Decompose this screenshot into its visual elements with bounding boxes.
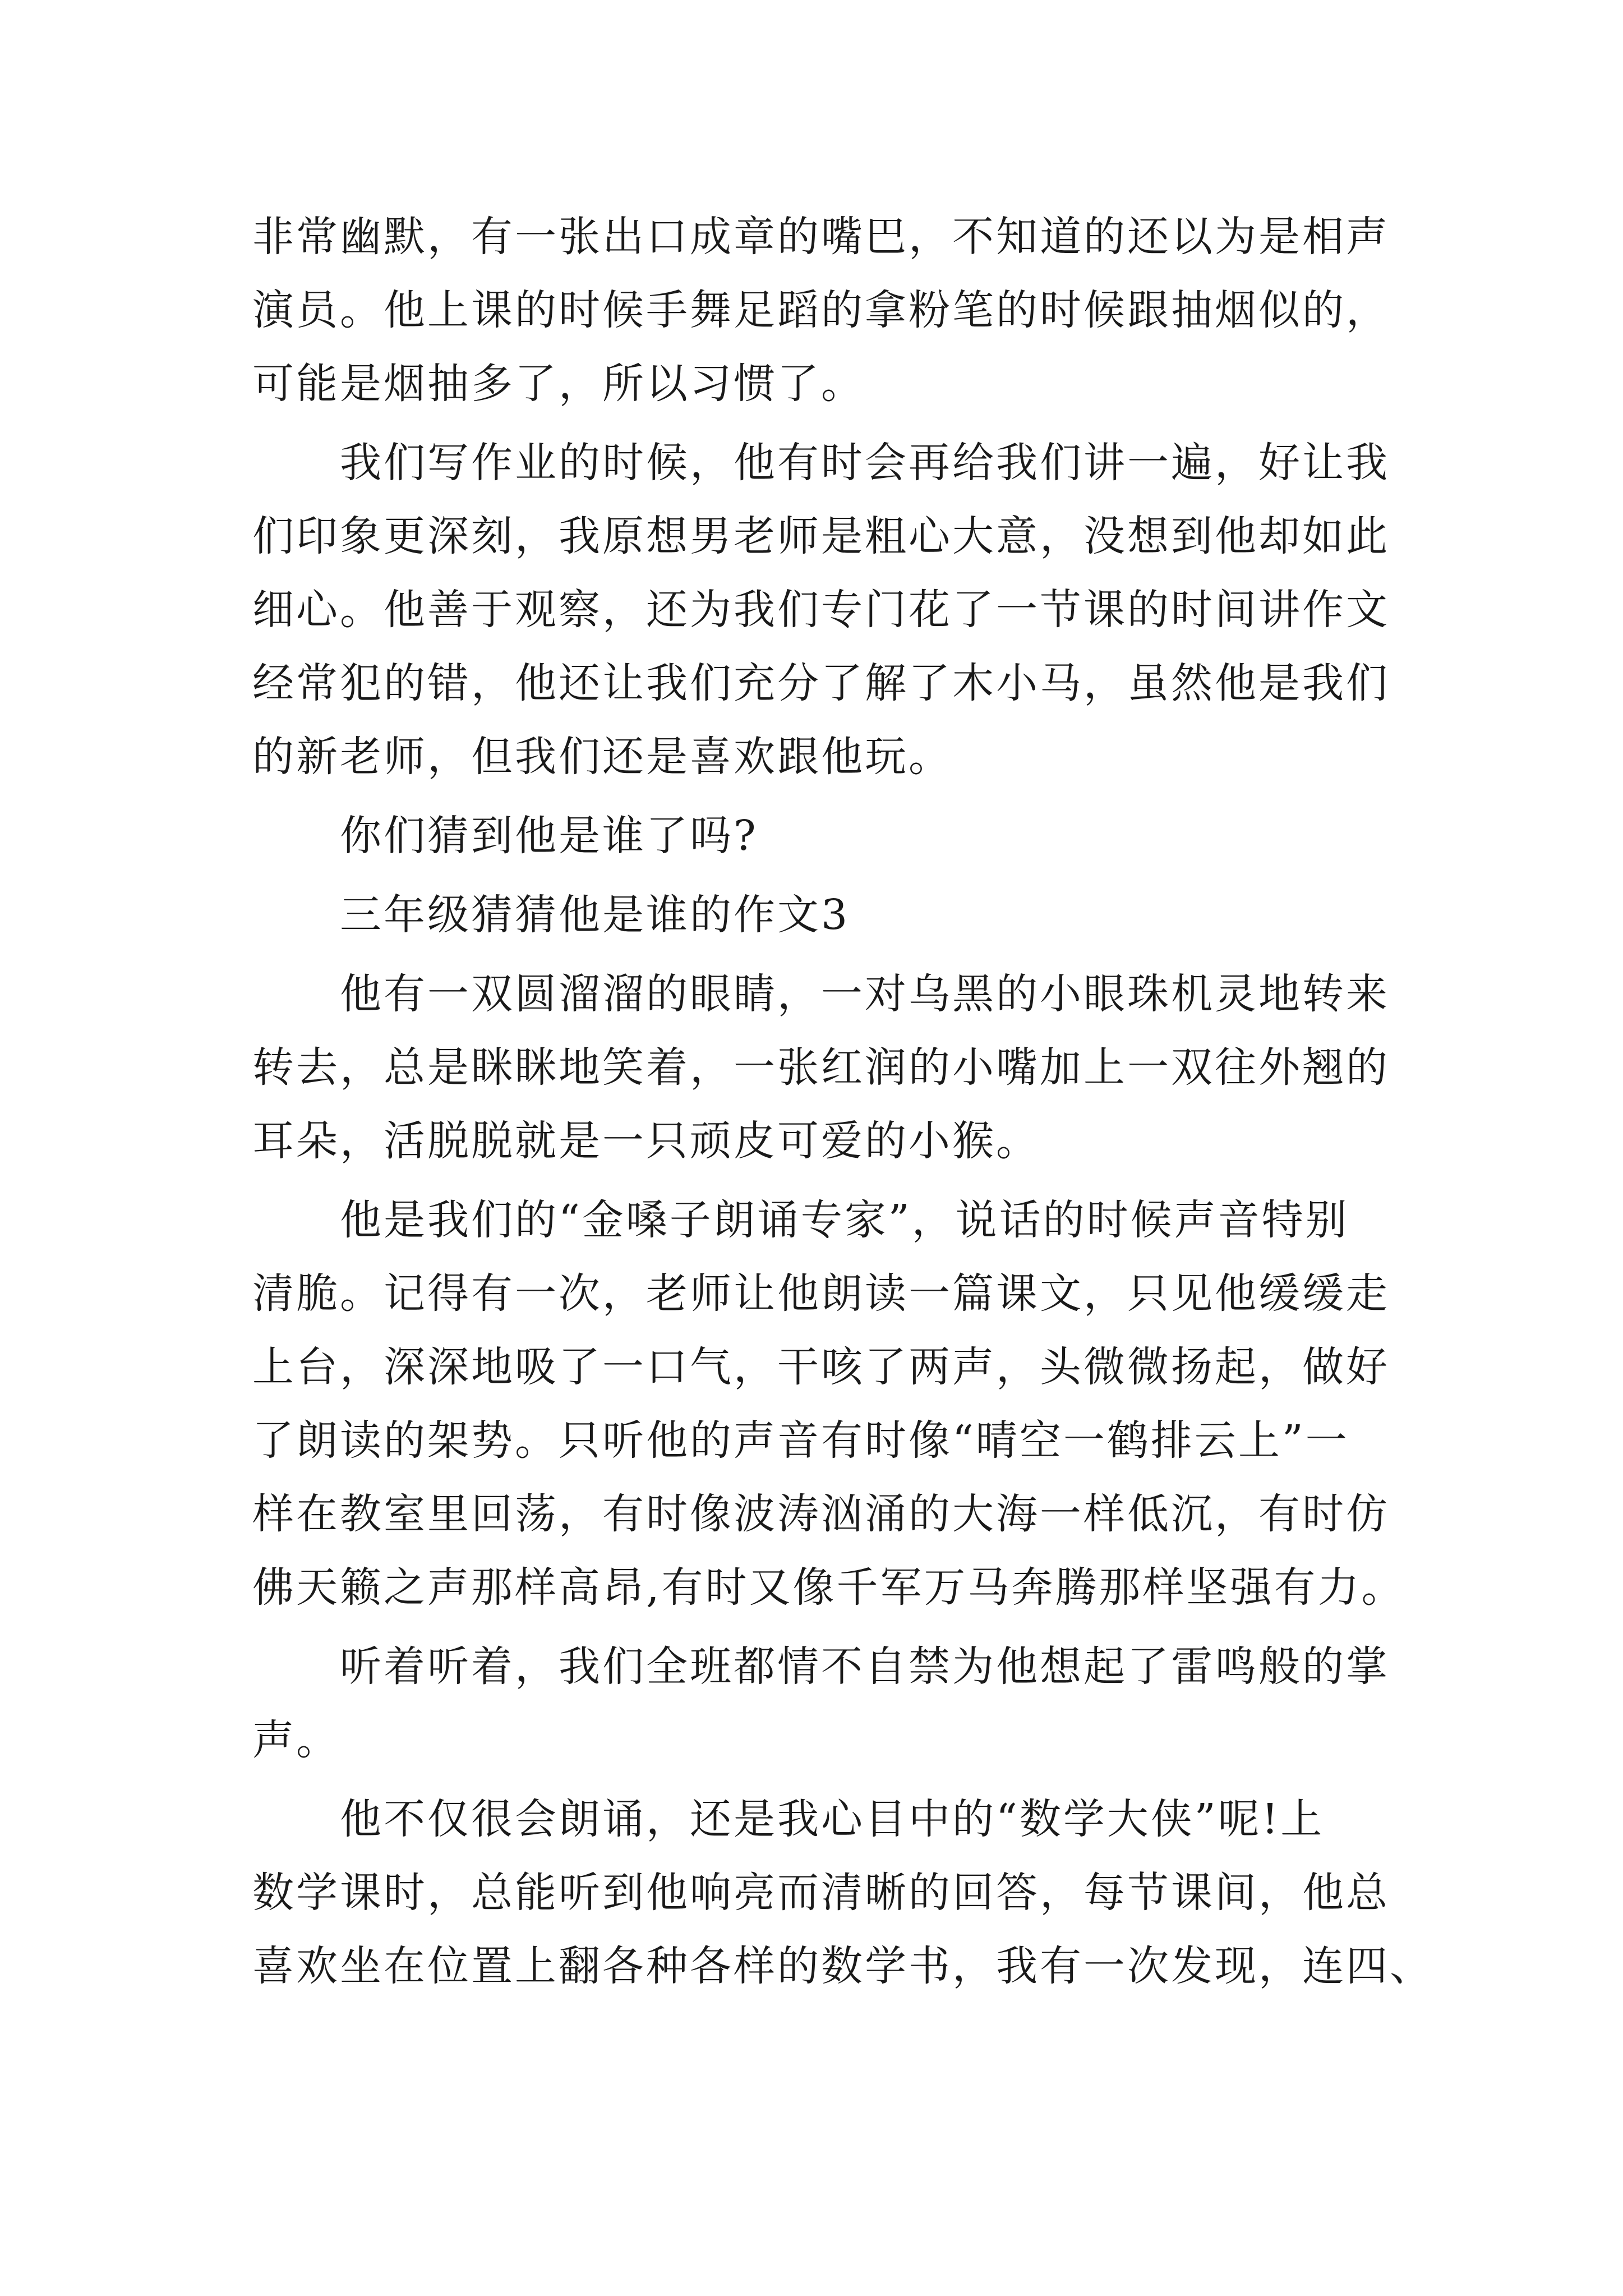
- text-line: 耳朵，活脱脱就是一只顽皮可爱的小猴。: [252, 1117, 1040, 1165]
- paragraph-first-line: 我们写作业的时候，他有时会再给我们讲一遍，好让我: [340, 439, 1390, 487]
- paragraph-first-line: 他是我们的“金嗓子朗诵专家”，说话的时候声音特别: [340, 1196, 1349, 1244]
- paragraph-first-line: 听着听着，我们全班都情不自禁为他想起了雷鸣般的掌: [340, 1642, 1390, 1691]
- section-heading: 三年级猜猜他是谁的作文3: [340, 891, 850, 939]
- text-line: 声。: [252, 1716, 340, 1764]
- text-line: 可能是烟抽多了，所以习惯了。: [252, 360, 865, 408]
- paragraph-first-line: 他不仅很会朗诵，还是我心目中的“数学大侠”呢!上: [340, 1795, 1325, 1843]
- text-line: 经常犯的错，他还让我们充分了解了木小马，虽然他是我们: [252, 659, 1390, 707]
- text-line: 佛天籁之声那样高昂,有时又像千军万马奔腾那样坚强有力。: [252, 1563, 1405, 1612]
- text-line: 转去，总是眯眯地笑着，一张红润的小嘴加上一双往外翘的: [252, 1043, 1390, 1092]
- text-line: 清脆。记得有一次，老师让他朗读一篇课文，只见他缓缓走: [252, 1269, 1390, 1318]
- text-line: 非常幽默，有一张出口成章的嘴巴，不知道的还以为是相声: [252, 213, 1390, 261]
- paragraph-first-line: 你们猜到他是谁了吗?: [340, 812, 758, 860]
- text-line: 的新老师，但我们还是喜欢跟他玩。: [252, 733, 952, 781]
- text-line: 细心。他善于观察，还为我们专门花了一节课的时间讲作文: [252, 586, 1390, 634]
- text-line: 喜欢坐在位置上翻各种各样的数学书，我有一次发现，连四、: [252, 1942, 1433, 1990]
- text-line: 演员。他上课的时候手舞足蹈的拿粉笔的时候跟抽烟似的，: [252, 286, 1390, 334]
- text-line: 样在教室里回荡，有时像波涛汹涌的大海一样低沉，有时仿: [252, 1490, 1390, 1538]
- text-line: 上台，深深地吸了一口气，干咳了两声，头微微扬起，做好: [252, 1343, 1390, 1391]
- text-line: 了朗读的架势。只听他的声音有时像“晴空一鹤排云上”一: [252, 1416, 1349, 1465]
- text-line: 数学课时，总能听到他响亮而清晰的回答，每节课间，他总: [252, 1869, 1390, 1917]
- paragraph-first-line: 他有一双圆溜溜的眼睛，一对乌黑的小眼珠机灵地转来: [340, 970, 1390, 1018]
- text-line: 们印象更深刻，我原想男老师是粗心大意，没想到他却如此: [252, 512, 1390, 560]
